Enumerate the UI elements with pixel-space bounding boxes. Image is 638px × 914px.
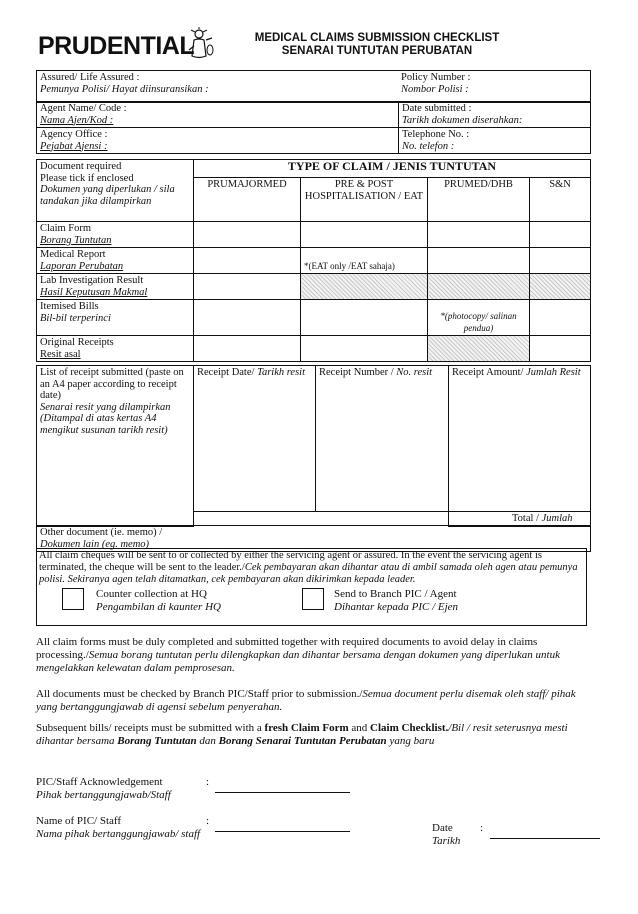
date-submitted-field[interactable]	[399, 102, 591, 128]
ack-label-my: Pihak bertanggungjawab/Staff	[36, 789, 171, 801]
tick-cell[interactable]	[530, 248, 591, 274]
prudence-figure-icon	[185, 26, 215, 62]
sign-date-label-my: Tarikh	[432, 835, 461, 847]
row-label: Original Receipts	[40, 337, 114, 348]
ack-colon: :	[206, 776, 210, 788]
prudential-logo: PRUDENTIAL	[38, 32, 195, 60]
note1-text: All claim forms must be duly completed and submitted together with required documents to avoid delay in claims processing./	[36, 636, 538, 661]
tick-cell[interactable]	[428, 300, 530, 336]
row-lab-result	[37, 274, 194, 300]
row-label-my: Hasil Keputusan Makmal	[40, 286, 148, 298]
tick-cell[interactable]	[194, 222, 301, 248]
type-of-claim-header: TYPE OF CLAIM / JENIS TUNTUTAN	[194, 160, 591, 178]
receipt-number-label: Receipt Number /	[319, 367, 394, 378]
note2-text-my: Semua document perlu disemak oleh staff/ pihak yang bertanggungjawab di agensi sebelum penyerahan.	[36, 688, 576, 713]
send-to-branch-option	[334, 588, 458, 614]
name-colon: :	[206, 815, 210, 827]
note3-part: fresh Claim Form	[264, 722, 349, 734]
claim-documents-table	[36, 159, 591, 362]
title-english: MEDICAL CLAIMS SUBMISSION CHECKLIST	[254, 32, 500, 44]
note-document-check	[36, 688, 591, 714]
note3-part: Claim Checklist.	[370, 722, 449, 734]
note1-text-my: Semua borang tuntutan perlu dilengkapkan dan dihantar bersama dengan dokumen yang diperlukan untuk mengelakkan kelewatan dalam pemprosesan.	[36, 649, 560, 674]
agent-label: Agent Name/ Code :	[40, 103, 127, 114]
sign-date-label: Date	[432, 822, 453, 834]
opt2-label-my: Dihantar kepada PIC / Ejen	[334, 601, 459, 613]
agent-info-table	[36, 101, 591, 154]
counter-collection-checkbox[interactable]	[62, 588, 84, 610]
policy-label: Policy Number :	[401, 72, 471, 83]
ack-label: PIC/Staff Acknowledgement	[36, 776, 163, 788]
note3-part: Borang Tuntutan	[117, 735, 197, 747]
note3-part: Borang Senarai Tuntutan Perubatan	[218, 735, 387, 747]
shaded-cell	[530, 274, 591, 300]
tick-cell[interactable]	[428, 222, 530, 248]
note2-text: All documents must be checked by Branch PIC/Staff prior to submission./	[36, 688, 363, 700]
col-s-and-n: S&N	[530, 178, 591, 222]
pic-name-label	[36, 815, 200, 841]
opt2-label: Send to Branch PIC / Agent	[334, 588, 457, 600]
date-label-my: Tarikh dokumen diserahkan:	[402, 114, 523, 126]
policy-number-field[interactable]	[398, 71, 591, 103]
ack-signature-line[interactable]	[215, 792, 350, 793]
receipt-list-label: List of receipt submitted (paste on an A4 paper according to receipt date)	[40, 367, 184, 401]
office-label: Agency Office :	[40, 129, 108, 140]
other-doc-label-my: Dokumen lain (eg. memo)	[40, 538, 150, 550]
total-label-my: Jumlah	[541, 513, 573, 524]
row-label-my: Borang Tuntutan	[40, 234, 112, 246]
office-label-my: Pejabat Ajensi :	[40, 140, 108, 152]
assured-field[interactable]	[37, 71, 399, 103]
assured-label-my: Pemunya Polisi/ Hayat diinsuransikan :	[40, 83, 209, 95]
opt1-label-my: Pengambilan di kaunter HQ	[96, 601, 221, 613]
receipt-list-table	[36, 365, 591, 527]
total-cell[interactable]	[449, 512, 591, 527]
other-doc-label: Other document (ie. memo) /	[40, 527, 163, 538]
row-original-receipts	[37, 336, 194, 362]
cheque-section	[36, 548, 587, 626]
cheque-text-my: Cek pembayaran akan dihantar atau di ambil samada oleh agen atau pemunya polisi. Sekiranya agen telah ditamatkan, cek pembayaran akan dikirimkan kepada leader.	[39, 562, 578, 585]
shaded-cell	[428, 336, 530, 362]
name-label: Name of PIC/ Staff	[36, 815, 122, 827]
telephone-field[interactable]	[399, 128, 591, 154]
note3-part: dan	[196, 735, 219, 747]
pic-acknowledgement-label	[36, 776, 171, 802]
doc-required-label: Document required	[40, 161, 122, 172]
form-title	[232, 32, 522, 58]
phone-label-my: No. telefon :	[402, 140, 455, 152]
date-colon: :	[480, 822, 484, 834]
tick-cell[interactable]	[428, 248, 530, 274]
shaded-cell	[301, 274, 428, 300]
row-label-my: Resit asal	[40, 348, 81, 360]
assured-label: Assured/ Life Assured :	[40, 72, 140, 83]
total-label: Total /	[512, 513, 539, 524]
name-label-my: Nama pihak bertanggungjawab/ staff	[36, 828, 201, 840]
tick-cell[interactable]	[301, 336, 428, 362]
note3-part: yang baru	[386, 735, 435, 747]
note-subsequent-bills	[36, 722, 591, 748]
row-itemised-bills	[37, 300, 194, 336]
photocopy-note: *(photocopy/ salinan pendua)	[440, 311, 517, 333]
tick-cell[interactable]	[194, 248, 301, 274]
receipt-list-label-my: Senarai resit yang dilampirkan (Ditampal di atas kertas A4 mengikut susunan tarikh resit)	[40, 401, 171, 436]
title-malay: SENARAI TUNTUTAN PERUBATAN	[281, 45, 473, 57]
row-label-my: Bil-bil terperinci	[40, 312, 111, 324]
cheque-text: All claim cheques will be sent to or collected by either the servicing agent or assured. In the event the servicing agent is terminated, the cheque will be sent to the leader./	[39, 550, 542, 573]
phone-label: Telephone No. :	[402, 129, 470, 140]
receipt-number-label-my: No. resit	[396, 367, 433, 378]
eat-only-note: *(EAT only /EAT sahaja)	[304, 260, 395, 271]
tick-cell[interactable]	[530, 300, 591, 336]
row-label: Claim Form	[40, 223, 92, 234]
receipt-date-label-my: Tarikh resit	[257, 367, 306, 378]
tick-label: Please tick if enclosed	[40, 172, 134, 184]
note3-part: Subsequent bills/ receipts must be submitted with a	[36, 722, 265, 734]
tick-cell[interactable]	[194, 274, 301, 300]
note3-part: /Bil / resit seterusnya mesti dihantar bersama	[36, 722, 568, 747]
tick-cell[interactable]	[530, 222, 591, 248]
row-claim-form	[37, 222, 194, 248]
receipt-amount-column[interactable]	[449, 366, 591, 512]
row-medical-report	[37, 248, 194, 274]
tick-label-my: Dokumen yang diperlukan / sila tandakan jika dilampirkan	[40, 184, 175, 207]
row-label: Itemised Bills	[40, 301, 99, 312]
tick-cell[interactable]	[301, 222, 428, 248]
note3-part: and	[348, 722, 371, 734]
tick-cell[interactable]	[194, 336, 301, 362]
date-sign-label	[432, 822, 460, 848]
col-prumajormed: PRUMAJORMED	[194, 178, 301, 222]
receipt-list-label-cell	[37, 366, 194, 527]
opt1-label: Counter collection at HQ	[96, 588, 207, 600]
shaded-cell	[428, 274, 530, 300]
row-label: Lab Investigation Result	[40, 275, 144, 286]
agent-label-my: Nama Ajen/Kod :	[40, 114, 114, 126]
col-pre-post-hospitalisation: PRE & POST HOSPITALISATION / EAT	[301, 178, 428, 222]
row-label-my: Laporan Perubatan	[40, 260, 124, 272]
receipt-date-label: Receipt Date/	[197, 367, 255, 378]
date-signature-line[interactable]	[490, 838, 600, 839]
receipt-amount-label-my: Jumlah Resit	[526, 367, 581, 378]
document-required-header	[37, 160, 194, 222]
tick-cell[interactable]	[301, 300, 428, 336]
name-signature-line[interactable]	[215, 831, 350, 832]
send-to-branch-checkbox[interactable]	[302, 588, 324, 610]
receipt-amount-label: Receipt Amount/	[452, 367, 524, 378]
receipt-number-column[interactable]	[316, 366, 449, 512]
blank-cell	[194, 512, 449, 527]
tick-cell[interactable]	[301, 248, 428, 274]
date-label: Date submitted :	[402, 103, 472, 114]
agency-office-field[interactable]	[37, 128, 399, 154]
row-label: Medical Report	[40, 249, 106, 260]
policy-info-table	[36, 70, 591, 103]
policy-label-my: Nombor Polisi :	[401, 83, 469, 95]
receipt-date-column[interactable]	[194, 366, 316, 512]
counter-collection-option	[96, 588, 221, 614]
agent-field[interactable]	[37, 102, 399, 128]
tick-cell[interactable]	[530, 336, 591, 362]
col-prumed-dhb: PRUMED/DHB	[428, 178, 530, 222]
note-claim-forms	[36, 636, 591, 675]
tick-cell[interactable]	[194, 300, 301, 336]
